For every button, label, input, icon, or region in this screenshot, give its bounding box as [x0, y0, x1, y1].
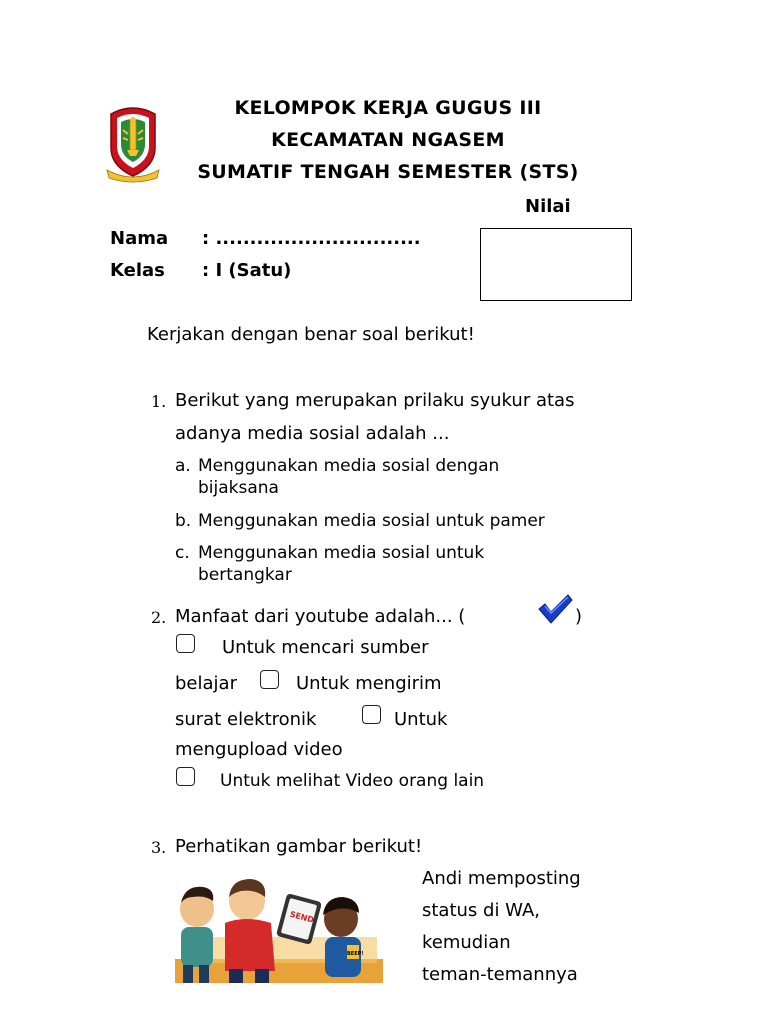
- header-clip-mask: [170, 158, 195, 188]
- q1-option-c-letter: c.: [175, 543, 190, 563]
- q2-option-a-text: Untuk mencari sumber: [222, 637, 429, 658]
- q2-stem: Manfaat dari youtube adalah... (: [175, 606, 466, 627]
- q3-side-line-2: status di WA,: [422, 900, 541, 921]
- q1-option-a-letter: a.: [175, 456, 191, 476]
- q2-checkbox-b[interactable]: [260, 670, 279, 689]
- nilai-label: Nilai: [525, 196, 571, 217]
- header-line-3: SUMATIF TENGAH SEMESTER (STS): [197, 161, 579, 183]
- kelas-value: : I (Satu): [202, 260, 292, 281]
- q1-option-c[interactable]: Menggunakan media sosial untuk: [198, 543, 485, 563]
- header-line-2: KECAMATAN NGASEM: [271, 129, 505, 151]
- nilai-score-box[interactable]: [480, 228, 632, 301]
- q3-stem: Perhatikan gambar berikut!: [175, 836, 423, 857]
- q3-illustration: [175, 867, 383, 983]
- phone-label: SEND: [288, 909, 315, 925]
- checkmark-icon: [536, 592, 574, 626]
- q2-option-c-text: Untuk: [394, 709, 448, 730]
- q2-checkbox-d[interactable]: [176, 767, 195, 786]
- q1-option-a[interactable]: Menggunakan media sosial dengan: [198, 456, 500, 476]
- q2-checkbox-c[interactable]: [362, 705, 381, 724]
- q1-stem-line1: Berikut yang merupakan prilaku syukur atas: [175, 390, 575, 411]
- q2-option-d-text: Untuk melihat Video orang lain: [220, 771, 485, 791]
- header-line-1: KELOMPOK KERJA GUGUS III: [234, 97, 542, 119]
- q2-option-b-text: Untuk mengirim: [296, 673, 442, 694]
- q2-option-b-cont: surat elektronik: [175, 709, 317, 730]
- q3-side-line-4: teman-temannya: [422, 964, 578, 985]
- q1-stem-line2: adanya media sosial adalah ...: [175, 423, 450, 444]
- kelas-label: Kelas: [110, 260, 165, 281]
- q1-number: 1.: [151, 392, 167, 411]
- q3-side-line-1: Andi memposting: [422, 868, 581, 889]
- instruction-text: Kerjakan dengan benar soal berikut!: [147, 324, 475, 345]
- q3-number: 3.: [151, 838, 167, 857]
- q1-option-c-cont: bertangkar: [198, 565, 292, 585]
- shirt-label: BEEP!: [347, 951, 364, 957]
- q2-option-c-cont: mengupload video: [175, 739, 343, 760]
- nama-label: Nama: [110, 228, 169, 249]
- q2-stem-close: ): [575, 606, 583, 627]
- q1-option-b[interactable]: Menggunakan media sosial untuk pamer: [198, 511, 545, 531]
- q2-number: 2.: [151, 608, 167, 627]
- q2-option-a-cont: belajar: [175, 673, 237, 694]
- nama-field[interactable]: : ..............................: [202, 228, 421, 249]
- q2-checkbox-a[interactable]: [176, 634, 195, 653]
- q1-option-b-letter: b.: [175, 511, 192, 531]
- q1-option-a-cont: bijaksana: [198, 478, 279, 498]
- q3-side-line-3: kemudian: [422, 932, 511, 953]
